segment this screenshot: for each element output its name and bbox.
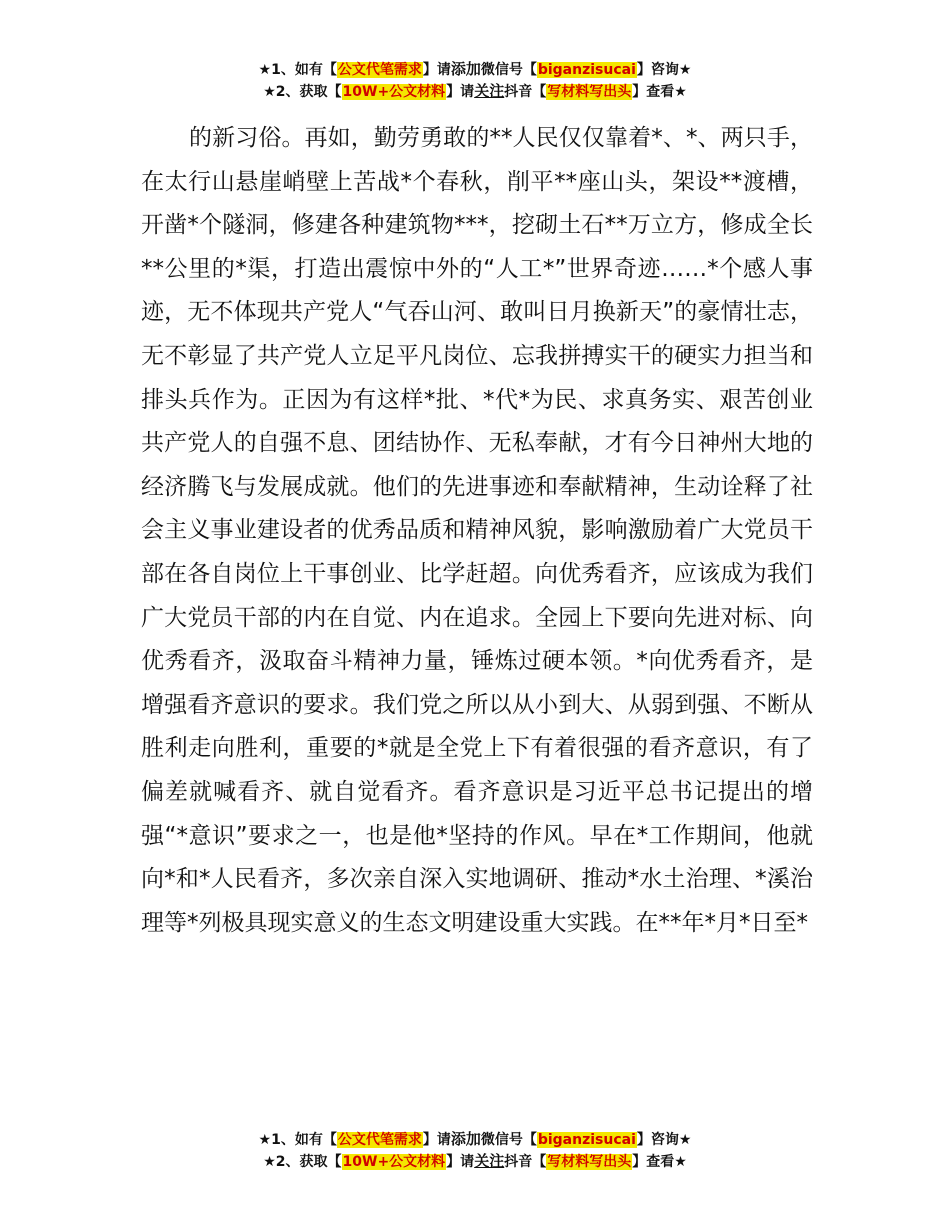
promo-emphasis: 添加 — [450, 60, 481, 78]
footer-promo-line-2 — [0, 1151, 950, 1173]
header-promo-line-1 — [0, 59, 950, 81]
promo-highlight-douyin-id: 写材料写出头 — [547, 84, 632, 100]
promo-highlight-service: 公文代笔需求 — [337, 62, 422, 78]
body-paragraph: 的新习俗。再如，勤劳勇敢的**人民仅仅靠着*、*、两只手，在太行山悬崖峭壁上苦战*个春秋，削平**座山头，架设**渡槽，开凿*个隧洞，修建各种建筑物***，挖砌土石**万立方，修成全长**公里的*渠，打造出震惊中外的“人工*”世界奇迹……*个感人事迹，无不体现共产党人“气吞山河、敢叫日月换新天”的豪情壮志，无不彰显了共产党人立足平凡岗位、忘我拼搏实干的硬实力担当和排头兵作为。正因为有这样*批、*代*为民、求真务实、艰苦创业共产党人的自强不息、团结协作、无私奉献，才有今日神州大地的经济腾飞与发展成就。他们的先进事迹和奉献精神，生动诠释了社会主义事业建设者的优秀品质和精神风貌，影响激励着广大党员干部在各自岗位上干事创业、比学赶超。向优秀看齐，应该成为我们广大党员干部的内在自觉、内在追求。全园上下要向先进对标、向优秀看齐，汲取奋斗精神力量，锤炼过硬本领。*向优秀看齐，是增强看齐意识的要求。我们党之所以从小到大、从弱到强、不断从胜利走向胜利，重要的*就是全党上下有着很强的看齐意识，有了偏差就喊看齐、就自觉看齐。看齐意识是习近平总书记提出的增强“*意识”要求之一，也是他*坚持的作风。早在*工作期间，他就向*和*人民看齐，多次亲自深入实地调研、推动*水土治理、*溪治理等*列极具现实意义的生态文明建设重大实践。在**年*月*日至* — [141, 125, 813, 936]
promo-text: 微信号【 — [480, 62, 537, 78]
promo-text: 】请 — [446, 84, 475, 100]
promo-text: 抖音【 — [504, 1154, 547, 1170]
footer-promo-line-1 — [0, 1129, 950, 1151]
promo-prefix: ★2、获取【 — [263, 84, 342, 100]
promo-text: 】请 — [446, 1154, 475, 1170]
promo-prefix: ★1、如有【 — [258, 1132, 337, 1148]
promo-prefix: ★1、如有【 — [258, 62, 337, 78]
promo-text: 】请 — [422, 1132, 451, 1148]
promo-prefix: ★2、获取【 — [263, 1154, 342, 1170]
promo-highlight-douyin-id: 写材料写出头 — [547, 1154, 632, 1170]
promo-suffix: 】查看★ — [632, 84, 687, 100]
promo-suffix: 】咨询★ — [636, 62, 692, 78]
document-body — [141, 117, 813, 945]
header-promo-banner — [0, 59, 950, 103]
promo-emphasis: 添加 — [450, 1130, 481, 1148]
promo-emphasis: 关注 — [474, 1152, 505, 1170]
promo-emphasis: 关注 — [474, 82, 505, 100]
promo-text: 】请 — [422, 62, 451, 78]
promo-text: 微信号【 — [480, 1132, 537, 1148]
promo-suffix: 】查看★ — [632, 1154, 687, 1170]
promo-highlight-service: 公文代笔需求 — [337, 1132, 422, 1148]
promo-text: 抖音【 — [504, 84, 547, 100]
footer-promo-banner — [0, 1129, 950, 1173]
promo-highlight-materials: 10W+公文材料 — [342, 84, 446, 100]
promo-highlight-materials: 10W+公文材料 — [342, 1154, 446, 1170]
promo-highlight-wechat-id: biganzisucai — [537, 1132, 636, 1148]
promo-suffix: 】咨询★ — [636, 1132, 692, 1148]
promo-highlight-wechat-id: biganzisucai — [537, 62, 636, 78]
header-promo-line-2 — [0, 81, 950, 103]
